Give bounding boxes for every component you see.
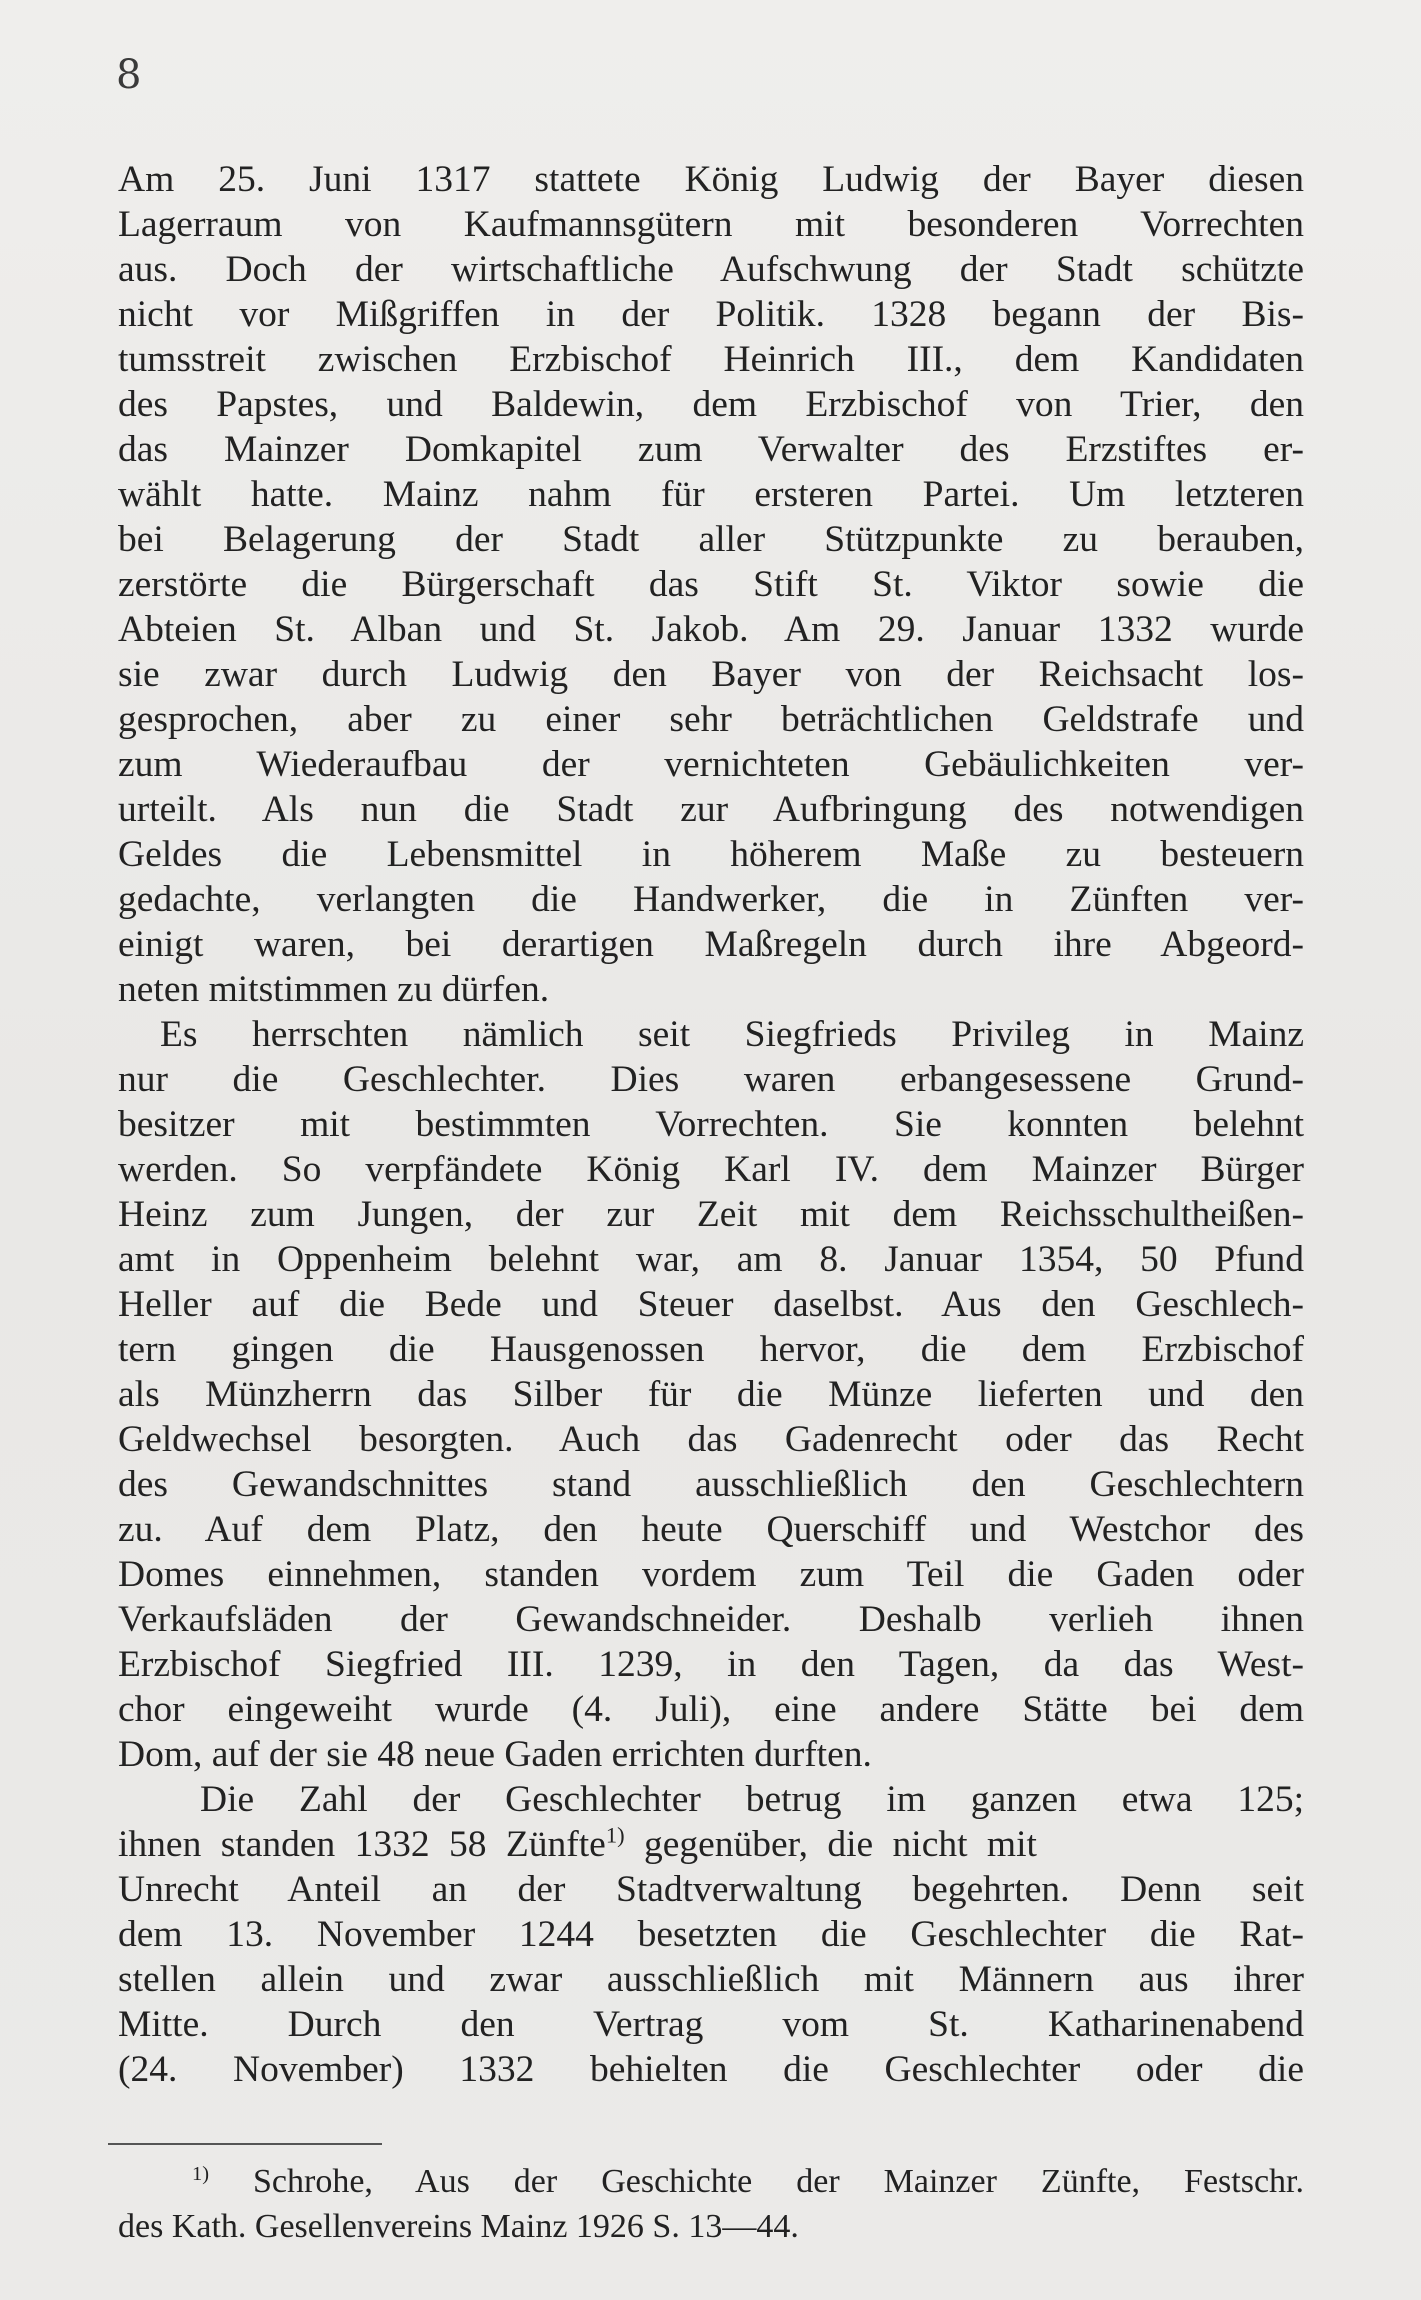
text-fragment: gegenüber, die nicht mit [624, 1824, 1037, 1865]
text-line: gedachte, verlangten die Handwerker, die in Zünften ver- [118, 879, 1304, 920]
text-line: werden. So verpfändete König Karl IV. dem Mainzer Bürger [118, 1149, 1304, 1190]
text-line: Heinz zum Jungen, der zur Zeit mit dem Reichsschultheißen- [118, 1194, 1304, 1235]
page-number: 8 [116, 52, 142, 98]
text-line: stellen allein und zwar ausschließlich mit Männern aus ihrer [118, 1959, 1304, 2000]
footnote-marker: 1) [192, 2162, 209, 2185]
text-line: Abteien St. Alban und St. Jakob. Am 29. Januar 1332 wurde [118, 609, 1304, 650]
text-line: dem 13. November 1244 besetzten die Geschlechter die Rat- [118, 1914, 1304, 1955]
text-fragment: ihnen standen 1332 58 Zünfte [118, 1824, 606, 1865]
text-line: tern gingen die Hausgenossen hervor, die dem Erzbischof [118, 1329, 1304, 1370]
text-line: aus. Doch der wirtschaftliche Aufschwung der Stadt schützte [118, 249, 1304, 290]
text-line: Dom, auf der sie 48 neue Gaden errichten durften. [118, 1734, 872, 1775]
text-line: Mitte. Durch den Vertrag vom St. Katharinenabend [118, 2004, 1304, 2045]
main-text [118, 157, 1304, 2092]
text-line: Am 25. Juni 1317 stattete König Ludwig der Bayer diesen [118, 159, 1304, 200]
text-line: Unrecht Anteil an der Stadtverwaltung begehrten. Denn seit [118, 1869, 1304, 1910]
text-line: Es herrschten nämlich seit Siegfrieds Privileg in Mainz [160, 1014, 1304, 1055]
text-line: als Münzherrn das Silber für die Münze lieferten und den [118, 1374, 1304, 1415]
text-line: besitzer mit bestimmten Vorrechten. Sie konnten belehnt [118, 1104, 1304, 1145]
text-line: tumsstreit zwischen Erzbischof Heinrich III., dem Kandidaten [118, 339, 1304, 380]
text-line: Erzbischof Siegfried III. 1239, in den Tagen, da das West- [118, 1644, 1304, 1685]
text-line: Die Zahl der Geschlechter betrug im ganzen etwa 125; [200, 1779, 1304, 1820]
footnote-text: Schrohe, Aus der Geschichte der Mainzer Zünfte, Festschr. [209, 2163, 1304, 2200]
footnote-line [118, 2160, 1304, 2205]
paragraph-2 [118, 1012, 1304, 1777]
text-line: chor eingeweiht wurde (4. Juli), eine andere Stätte bei dem [118, 1689, 1304, 1730]
text-line: gesprochen, aber zu einer sehr beträchtlichen Geldstrafe und [118, 699, 1304, 740]
text-line: Lagerraum von Kaufmannsgütern mit besonderen Vorrechten [118, 204, 1304, 245]
text-line: des Papstes, und Baldewin, dem Erzbischof von Trier, den [118, 384, 1304, 425]
text-line: sie zwar durch Ludwig den Bayer von der Reichsacht los- [118, 654, 1304, 695]
text-line: (24. November) 1332 behielten die Geschlechter oder die [118, 2049, 1304, 2090]
text-line: Geldwechsel besorgten. Auch das Gadenrecht oder das Recht [118, 1419, 1304, 1460]
text-line: bei Belagerung der Stadt aller Stützpunkte zu berauben, [118, 519, 1304, 560]
paragraph-1 [118, 157, 1304, 1012]
text-line: Heller auf die Bede und Steuer daselbst. Aus den Geschlech- [118, 1284, 1304, 1325]
text-line: einigt waren, bei derartigen Maßregeln durch ihre Abgeord- [118, 924, 1304, 965]
text-line: Domes einnehmen, standen vordem zum Teil die Gaden oder [118, 1554, 1304, 1595]
text-line: amt in Oppenheim belehnt war, am 8. Januar 1354, 50 Pfund [118, 1239, 1304, 1280]
text-line: zu. Auf dem Platz, den heute Querschiff und Westchor des [118, 1509, 1304, 1550]
text-line: wählt hatte. Mainz nahm für ersteren Partei. Um letzteren [118, 474, 1304, 515]
paragraph-3 [118, 1777, 1304, 2092]
text-line: Geldes die Lebensmittel in höherem Maße zu besteuern [118, 834, 1304, 875]
text-line: zum Wiederaufbau der vernichteten Gebäulichkeiten ver- [118, 744, 1304, 785]
text-line: neten mitstimmen zu dürfen. [118, 969, 550, 1010]
text-line-with-footnote [118, 1822, 1304, 1867]
footnote-reference: 1) [605, 1822, 625, 1848]
text-line: das Mainzer Domkapitel zum Verwalter des Erzstiftes er- [118, 429, 1304, 470]
footnotes [118, 2160, 1304, 2250]
text-line: urteilt. Als nun die Stadt zur Aufbringung des notwendigen [118, 789, 1304, 830]
text-line: nicht vor Mißgriffen in der Politik. 1328 begann der Bis- [118, 294, 1304, 335]
text-line: nur die Geschlechter. Dies waren erbangesessene Grund- [118, 1059, 1304, 1100]
text-line: zerstörte die Bürgerschaft das Stift St. Viktor sowie die [118, 564, 1304, 605]
text-line: des Gewandschnittes stand ausschließlich den Geschlechtern [118, 1464, 1304, 1505]
footnote-line: des Kath. Gesellenvereins Mainz 1926 S. 13—44. [118, 2208, 799, 2245]
text-line: Verkaufsläden der Gewandschneider. Deshalb verlieh ihnen [118, 1599, 1304, 1640]
footnote-divider [108, 2143, 382, 2145]
